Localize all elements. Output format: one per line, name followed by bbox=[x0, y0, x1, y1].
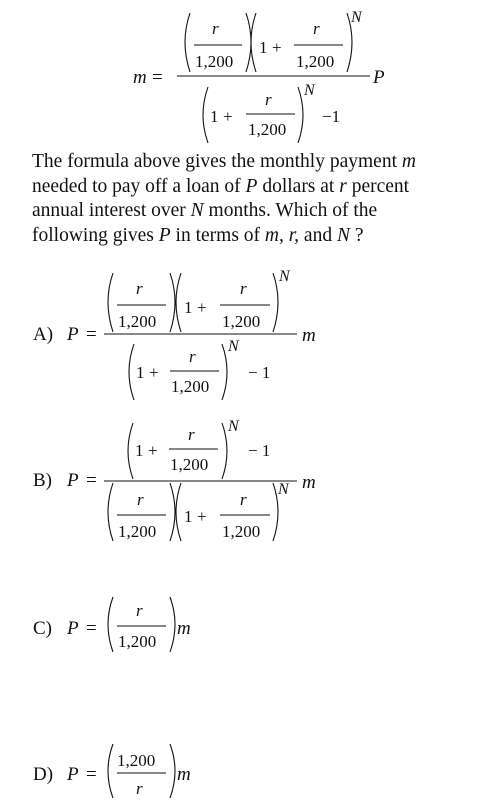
paren bbox=[222, 344, 227, 400]
paren bbox=[108, 273, 113, 332]
exponent: N bbox=[279, 268, 290, 285]
choice-c[interactable] bbox=[33, 597, 191, 652]
choice-m: m bbox=[177, 618, 191, 639]
question-line bbox=[32, 150, 472, 175]
one: 1 bbox=[184, 298, 193, 317]
text: dollars at bbox=[257, 175, 340, 197]
choice-label: D) bbox=[33, 764, 54, 785]
one: 1 bbox=[259, 38, 268, 57]
question-text bbox=[32, 150, 472, 248]
frac-num: r bbox=[212, 19, 219, 38]
choice-equals: = bbox=[86, 764, 97, 785]
choice-m: m bbox=[302, 472, 316, 493]
question-line bbox=[32, 175, 472, 200]
frac-den: r bbox=[136, 779, 143, 798]
variable: m, r, bbox=[264, 224, 300, 246]
paren bbox=[108, 744, 113, 798]
choice-m: m bbox=[177, 764, 191, 785]
frac-num: r bbox=[136, 279, 143, 298]
paren bbox=[170, 744, 175, 798]
choice-m: m bbox=[302, 325, 316, 346]
frac-num: r bbox=[240, 490, 247, 509]
paren bbox=[251, 13, 256, 72]
choice-label: B) bbox=[33, 470, 52, 491]
variable: P bbox=[158, 224, 171, 246]
one: 1 bbox=[135, 441, 144, 460]
frac-num: 1,200 bbox=[117, 751, 156, 770]
question-line bbox=[32, 224, 472, 249]
one: 1 bbox=[210, 107, 219, 126]
question-line bbox=[32, 199, 472, 224]
exponent: N bbox=[351, 9, 362, 26]
text: and bbox=[299, 224, 337, 246]
exponent: N bbox=[304, 82, 315, 99]
choice-a[interactable] bbox=[33, 268, 316, 400]
frac-num: r bbox=[313, 19, 320, 38]
choice-label: C) bbox=[33, 618, 52, 639]
frac-den: 1,200 bbox=[195, 52, 234, 71]
text: following gives bbox=[32, 224, 159, 246]
frac-num: r bbox=[240, 279, 247, 298]
text: in terms of bbox=[170, 224, 265, 246]
paren bbox=[273, 273, 278, 332]
frac-den: 1,200 bbox=[296, 52, 335, 71]
frac-den: 1,200 bbox=[171, 377, 210, 396]
frac-num: r bbox=[265, 90, 272, 109]
paren bbox=[108, 597, 113, 652]
choice-b[interactable] bbox=[33, 418, 316, 541]
paren bbox=[170, 273, 175, 332]
text: ? bbox=[349, 224, 364, 246]
frac-num: r bbox=[136, 601, 143, 620]
frac-num: r bbox=[189, 347, 196, 366]
frac-den: 1,200 bbox=[248, 120, 287, 139]
plus: + bbox=[149, 363, 159, 382]
text: The formula above gives the monthly payment bbox=[32, 151, 402, 172]
formula-equals: = bbox=[152, 67, 163, 88]
paren bbox=[128, 423, 133, 479]
paren bbox=[203, 87, 208, 143]
frac-den: 1,200 bbox=[118, 632, 157, 651]
exponent: N bbox=[278, 481, 289, 498]
choice-lhs: P bbox=[67, 618, 79, 639]
one: 1 bbox=[184, 507, 193, 526]
frac-den: 1,200 bbox=[118, 312, 157, 331]
frac-num: r bbox=[188, 425, 195, 444]
exponent: N bbox=[228, 338, 239, 355]
variable: r bbox=[339, 175, 347, 197]
exponent: N bbox=[228, 418, 239, 435]
paren bbox=[129, 344, 134, 400]
paren bbox=[185, 13, 190, 72]
plus: + bbox=[272, 38, 282, 57]
paren bbox=[108, 483, 113, 541]
choice-equals: = bbox=[86, 470, 97, 491]
choice-label: A) bbox=[33, 324, 54, 345]
plus: + bbox=[197, 298, 207, 317]
plus: + bbox=[197, 507, 207, 526]
formula-lhs: m bbox=[133, 67, 147, 88]
paren bbox=[170, 483, 175, 541]
minus-one: − 1 bbox=[248, 363, 271, 382]
variable: N bbox=[190, 200, 204, 221]
paren bbox=[298, 87, 303, 143]
plus: + bbox=[148, 441, 158, 460]
paren bbox=[170, 597, 175, 652]
frac-num: r bbox=[137, 490, 144, 509]
frac-den: 1,200 bbox=[222, 312, 261, 331]
plus: + bbox=[223, 107, 233, 126]
choice-equals: = bbox=[86, 324, 97, 345]
variable: N bbox=[336, 224, 350, 246]
choice-lhs: P bbox=[67, 470, 79, 491]
minus-one: − 1 bbox=[248, 441, 271, 460]
text: needed to pay off a loan of bbox=[32, 175, 246, 197]
choice-equals: = bbox=[86, 618, 97, 639]
formula-top bbox=[133, 9, 385, 143]
minus-one: −1 bbox=[322, 107, 341, 126]
paren bbox=[176, 483, 181, 541]
variable: P bbox=[245, 175, 258, 197]
variable: m bbox=[401, 151, 416, 172]
frac-den: 1,200 bbox=[222, 522, 261, 541]
one: 1 bbox=[136, 363, 145, 382]
choice-lhs: P bbox=[67, 324, 79, 345]
formula-p: P bbox=[373, 67, 385, 88]
frac-den: 1,200 bbox=[170, 455, 209, 474]
text: annual interest over bbox=[32, 200, 191, 221]
choice-d[interactable] bbox=[33, 744, 191, 798]
paren bbox=[246, 13, 251, 72]
choice-lhs: P bbox=[67, 764, 79, 785]
frac-den: 1,200 bbox=[118, 522, 157, 541]
paren bbox=[176, 273, 181, 332]
text: percent bbox=[346, 175, 410, 197]
text: months. Which of the bbox=[203, 200, 378, 221]
paren bbox=[222, 423, 227, 479]
